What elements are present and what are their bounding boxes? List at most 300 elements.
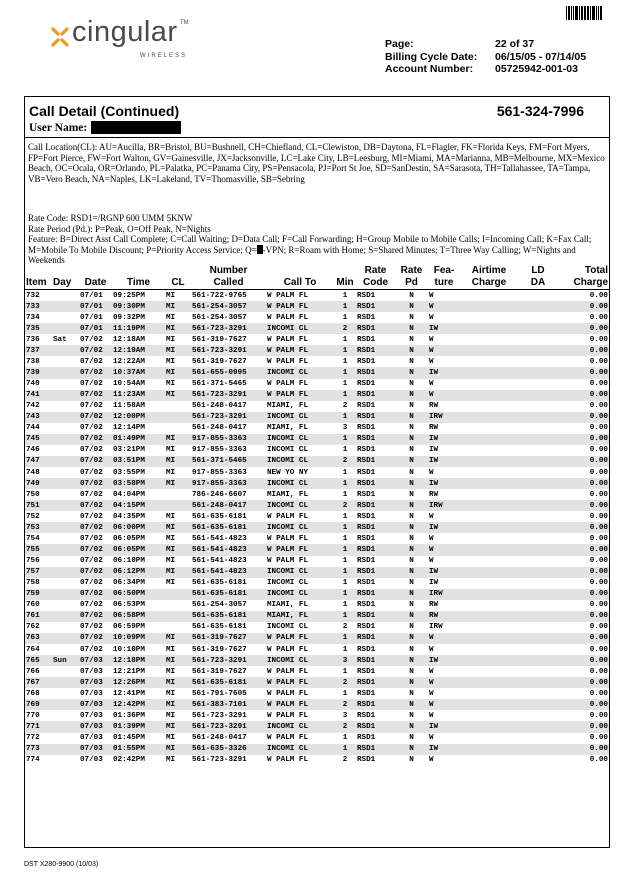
table-row [25, 589, 609, 600]
cell-airtime-charge [460, 611, 518, 622]
cell-total-charge: 0.00 [589, 667, 608, 676]
rate-period-legend: Rate Period (Pd.): P=Peak, O=Off Peak, N=Nights [28, 223, 211, 234]
cell-call-to: INCOMI CL [266, 589, 334, 600]
cell-cl: MI [166, 335, 176, 344]
cell-date: 07/02 [79, 478, 112, 489]
cell-number-called: 917-855-3363 [191, 478, 266, 489]
cell-rate-pd: N [409, 579, 414, 588]
cell-rate-code: RSD1 [357, 645, 376, 654]
cell-number-called: 561-248-0417 [192, 402, 247, 411]
cell-day [52, 489, 79, 500]
cell-feature: W [428, 677, 460, 688]
cell-item: 732 [26, 291, 40, 300]
cell-total-charge: 0.00 [589, 645, 608, 654]
cell-rate-pd: N [395, 434, 428, 445]
cell-cl: MI [165, 567, 191, 578]
cell-total-charge: 0.00 [558, 522, 609, 533]
cell-ld-da [518, 434, 558, 445]
cell-total-charge: 0.00 [589, 579, 608, 588]
cell-feature: W [429, 645, 434, 654]
cell-rate-code: RSD1 [357, 313, 376, 322]
cell-ld-da [518, 578, 558, 589]
cell-ld-da [518, 511, 558, 522]
cell-rate-pd: N [409, 380, 414, 389]
cell-item: 769 [25, 699, 52, 710]
cell-date: 07/02 [79, 611, 112, 622]
table-row [25, 434, 609, 445]
cell-number-called: 561-722-9765 [192, 291, 247, 300]
cell-call-to: W PALM FL [266, 301, 334, 312]
cell-call-to: MIAMI, FL [267, 402, 309, 411]
cell-ld-da [518, 445, 558, 456]
cell-call-to: INCOMI CL [266, 500, 334, 511]
cell-call-to: MIAMI, FL [267, 424, 309, 433]
cell-cl: MI [165, 434, 191, 445]
cell-cl [165, 589, 191, 600]
cell-time: 03:55PM [113, 468, 145, 477]
cell-date: 07/03 [80, 689, 103, 698]
cell-ld-da [518, 456, 558, 467]
cell-time: 03:21PM [113, 446, 145, 455]
cell-rate-code: RSD1 [356, 567, 395, 578]
cell-min: 1 [334, 478, 356, 489]
cell-ld-da [518, 301, 558, 312]
cell-call-to: INCOMI CL [267, 579, 309, 588]
col-ld-da [518, 264, 558, 290]
cell-ld-da [518, 589, 558, 600]
cell-cl: MI [165, 677, 191, 688]
cell-rate-pd: N [395, 301, 428, 312]
table-row [25, 699, 609, 710]
table-row [25, 721, 609, 732]
cell-rate-code: RSD1 [357, 490, 376, 499]
cell-airtime-charge [460, 301, 518, 312]
cell-rate-code: RSD1 [357, 402, 376, 411]
cell-min: 1 [334, 633, 356, 644]
cell-rate-pd: N [409, 357, 414, 366]
cell-total-charge: 0.00 [589, 490, 608, 499]
feature-legend [28, 234, 606, 266]
cell-cl: MI [166, 645, 176, 654]
cell-item: 746 [26, 446, 40, 455]
cell-ld-da [518, 544, 558, 555]
cell-rate-pd: N [409, 468, 414, 477]
col-min: Min [334, 264, 356, 290]
cell-feature: W [429, 512, 434, 521]
cell-cl: MI [165, 721, 191, 732]
cell-ld-da [518, 323, 558, 334]
cell-airtime-charge [460, 567, 518, 578]
col-airtime-2: Charge [471, 276, 507, 288]
cell-airtime-charge [460, 533, 518, 544]
cell-item: 742 [26, 402, 40, 411]
cell-ld-da [518, 699, 558, 710]
cell-feature: IW [428, 744, 460, 755]
cell-day [52, 567, 79, 578]
cell-date: 07/03 [79, 699, 112, 710]
table-row [25, 533, 609, 544]
cell-feature: IW [428, 721, 460, 732]
cell-min: 1 [342, 534, 348, 543]
call-location-legend: Call Location(CL): AU=Aucilla, BR=Bristol, BU=Bushnell, CH=Chiefland, CL=Clewiston, DB=Daytona, FL=Flagler, FK=Florida Keys, FM=Fort Myers, FP=Fort Pierce, FW=Fort Walton, GV=Gainesville, JX=Jacksonville, LC=Lake City, LB=Leesburg, MI=Miami, MA=Marianna, MB=Melbourne, MX=Mexico Beach, OC=Ocala, OR=Orlando, PL=Palatka, PC=Panama City, PS=Pensacola, PJ=Port St Joe, SD=SanDestin, SA=Sarasota, TH=Tallahassee, TA=Tampa, VB=Vero Beach, NA=Naples, LK=Lakeland, TV=Thomasville, SB=Sebring [28, 142, 605, 184]
rate-code-legend: Rate Code: RSD1=/RGNP 600 UMM 5KNW [28, 213, 193, 223]
cell-item: 761 [25, 611, 52, 622]
cell-number-called: 561-319-7627 [191, 633, 266, 644]
cell-day [52, 401, 79, 412]
col-total-2: Charge [573, 276, 608, 288]
cell-cl [165, 423, 191, 434]
cell-cl: MI [165, 345, 191, 356]
cell-rate-pd: N [409, 446, 414, 455]
cell-total-charge: 0.00 [558, 434, 609, 445]
cell-rate-code: RSD1 [357, 380, 376, 389]
cell-call-to: W PALM FL [267, 756, 309, 765]
cell-item: 753 [25, 522, 52, 533]
cell-rate-code: RSD1 [357, 534, 376, 543]
cell-total-charge: 0.00 [558, 721, 609, 732]
cell-airtime-charge [460, 401, 518, 412]
cell-number-called: 561-254-3057 [192, 601, 247, 610]
cell-rate-code: RSD1 [357, 468, 376, 477]
cell-date: 07/01 [79, 301, 112, 312]
cell-rate-pd: N [409, 335, 414, 344]
cell-day [52, 622, 79, 633]
cell-date: 07/03 [80, 711, 103, 720]
cell-airtime-charge [460, 334, 518, 345]
cell-rate-code: RSD1 [357, 623, 376, 632]
cell-date: 07/03 [79, 721, 112, 732]
cell-rate-code: RSD1 [356, 301, 395, 312]
cell-time: 09:25PM [113, 291, 145, 300]
cell-rate-code: RSD1 [357, 667, 376, 676]
call-detail-table [25, 264, 609, 766]
cell-item: 737 [25, 345, 52, 356]
table-row [25, 600, 609, 611]
cell-rate-code: RSD1 [356, 434, 395, 445]
cell-day [52, 533, 79, 544]
cell-ld-da [518, 367, 558, 378]
cell-total-charge: 0.00 [558, 456, 609, 467]
cell-time: 06:59PM [113, 623, 145, 632]
cell-cl [165, 600, 191, 611]
cell-call-to: W PALM FL [267, 557, 309, 566]
cell-time: 06:10PM [113, 557, 145, 566]
cell-airtime-charge [460, 478, 518, 489]
cell-call-to: INCOMI CL [266, 412, 334, 423]
cell-cl: MI [166, 534, 176, 543]
cell-day [52, 290, 79, 302]
cell-time: 12:41PM [113, 689, 145, 698]
cell-total-charge: 0.00 [589, 402, 608, 411]
table-row [25, 733, 609, 744]
cell-cl: MI [165, 478, 191, 489]
cell-feature: W [428, 544, 460, 555]
cell-day [52, 478, 79, 489]
cell-ld-da [518, 644, 558, 655]
cell-time: 01:49PM [112, 434, 165, 445]
page-number: 22 of 37 [495, 38, 535, 50]
cell-airtime-charge [460, 456, 518, 467]
account-number: 05725942-001-03 [495, 63, 578, 75]
cell-number-called: 561-319-7627 [192, 645, 247, 654]
cell-min: 2 [334, 500, 356, 511]
cell-airtime-charge [460, 511, 518, 522]
cell-feature: RW [429, 402, 439, 411]
cell-number-called: 561-635-6181 [191, 522, 266, 533]
cell-day [52, 677, 79, 688]
cell-min: 3 [334, 655, 356, 666]
cell-rate-code: RSD1 [356, 655, 395, 666]
cell-feature: W [428, 301, 460, 312]
cell-airtime-charge [460, 500, 518, 511]
cell-total-charge: 0.00 [558, 655, 609, 666]
cell-time: 06:53PM [113, 601, 145, 610]
cell-min: 1 [342, 579, 348, 588]
cell-rate-pd: N [395, 478, 428, 489]
cell-ld-da [518, 290, 558, 302]
table-row [25, 500, 609, 511]
cell-total-charge: 0.00 [558, 744, 609, 755]
cell-min: 1 [334, 434, 356, 445]
cell-item: 751 [25, 500, 52, 511]
cell-total-charge: 0.00 [589, 734, 608, 743]
cell-item: 748 [26, 468, 40, 477]
cell-time: 04:15PM [112, 500, 165, 511]
cell-number-called: 561-319-7627 [192, 667, 247, 676]
cell-time: 12:26PM [112, 677, 165, 688]
cell-day [52, 755, 79, 766]
cell-ld-da [518, 423, 558, 434]
cell-number-called: 561-635-6181 [191, 589, 266, 600]
cell-min: 1 [334, 345, 356, 356]
col-feature-2: ture [434, 276, 454, 288]
cell-call-to: INCOMI CL [267, 446, 309, 455]
cell-min: 3 [342, 424, 348, 433]
cell-number-called: 561-541-4823 [192, 557, 247, 566]
table-row [25, 334, 609, 345]
cell-day [52, 500, 79, 511]
cell-cl [165, 401, 191, 412]
cell-feature: W [429, 357, 434, 366]
cell-call-to: W PALM FL [266, 699, 334, 710]
cell-day [52, 721, 79, 732]
cell-number-called: 561-319-7627 [192, 357, 247, 366]
cell-day [52, 666, 79, 677]
table-row [25, 401, 609, 412]
cell-min: 1 [334, 544, 356, 555]
cell-day [52, 323, 79, 334]
cingular-jack-icon [50, 26, 70, 48]
cell-rate-code: RSD1 [357, 711, 376, 720]
table-row [25, 456, 609, 467]
cell-day [52, 345, 79, 356]
cell-cl: MI [166, 357, 176, 366]
cell-item: 768 [26, 689, 40, 698]
cell-day [52, 356, 79, 367]
cell-time: 02:42PM [113, 756, 145, 765]
cell-item: 736 [26, 335, 40, 344]
cell-item: 771 [25, 721, 52, 732]
cell-rate-pd: N [395, 677, 428, 688]
cell-cl: MI [165, 390, 191, 401]
cell-ld-da [518, 688, 558, 699]
col-item: Item [25, 264, 52, 290]
cell-feature: IW [428, 456, 460, 467]
cell-item: 752 [26, 512, 40, 521]
cell-day [52, 434, 79, 445]
cell-rate-code: RSD1 [356, 522, 395, 533]
cell-airtime-charge [460, 677, 518, 688]
cell-number-called: 561-655-0995 [191, 367, 266, 378]
cell-call-to: INCOMI CL [266, 744, 334, 755]
cell-rate-pd: N [395, 522, 428, 533]
table-row [25, 578, 609, 589]
col-number-called-2: Called [213, 276, 244, 288]
cell-feature: IW [428, 434, 460, 445]
cell-cl: MI [166, 291, 176, 300]
cell-rate-pd: N [409, 645, 414, 654]
cell-call-to: W PALM FL [267, 335, 309, 344]
col-feature [428, 264, 460, 290]
table-row [25, 412, 609, 423]
cell-rate-code: RSD1 [357, 579, 376, 588]
cell-airtime-charge [460, 412, 518, 423]
table-row [25, 423, 609, 434]
cell-min: 2 [342, 756, 348, 765]
cell-total-charge: 0.00 [558, 611, 609, 622]
cell-number-called: 561-635-6181 [192, 512, 247, 521]
cell-number-called: 561-635-6181 [191, 611, 266, 622]
cell-date: 07/02 [79, 633, 112, 644]
cell-total-charge: 0.00 [589, 313, 608, 322]
cell-date: 07/02 [80, 579, 103, 588]
cell-min: 1 [342, 291, 348, 300]
cell-total-charge: 0.00 [558, 677, 609, 688]
cell-date: 07/02 [80, 534, 103, 543]
form-number: DST X280-9900 (10/03) [24, 861, 99, 868]
cell-day [52, 367, 79, 378]
redacted-user-name [91, 121, 181, 134]
cell-ld-da [518, 478, 558, 489]
col-number-called [191, 264, 266, 290]
cell-date: 07/02 [79, 434, 112, 445]
cell-rate-pd: N [409, 689, 414, 698]
cell-item: 744 [26, 424, 40, 433]
cell-rate-code: RSD1 [356, 500, 395, 511]
cell-min: 1 [342, 734, 348, 743]
cell-cl [165, 500, 191, 511]
cell-ld-da [518, 622, 558, 633]
cell-time: 12:14PM [113, 424, 145, 433]
cell-time: 12:00PM [112, 412, 165, 423]
cell-ld-da [518, 345, 558, 356]
cell-rate-code: RSD1 [357, 512, 376, 521]
cell-rate-pd: N [395, 589, 428, 600]
cell-cl: MI [166, 380, 176, 389]
cell-call-to: INCOMI CL [266, 567, 334, 578]
cell-airtime-charge [460, 522, 518, 533]
cell-min: 2 [342, 402, 348, 411]
cell-number-called: 561-635-6181 [192, 579, 247, 588]
table-row [25, 677, 609, 688]
col-feature-1: Fea- [433, 265, 455, 276]
cell-cl: MI [166, 667, 176, 676]
cell-cl [165, 489, 191, 500]
cell-time: 06:34PM [113, 579, 145, 588]
cell-airtime-charge [460, 578, 518, 589]
table-row [25, 511, 609, 522]
cell-number-called: 917-855-3363 [192, 446, 247, 455]
cell-rate-code: RSD1 [356, 323, 395, 334]
cell-day [52, 423, 79, 434]
cell-min: 1 [334, 367, 356, 378]
cell-time: 11:19PM [112, 323, 165, 334]
cell-number-called: 561-371-5465 [192, 380, 247, 389]
cell-cl: MI [165, 367, 191, 378]
cell-rate-pd: N [395, 744, 428, 755]
cell-rate-pd: N [409, 291, 414, 300]
cell-item: 767 [25, 677, 52, 688]
cell-date: 07/02 [79, 567, 112, 578]
cell-rate-pd: N [395, 500, 428, 511]
cell-day: Sat [53, 335, 67, 344]
cell-total-charge: 0.00 [558, 478, 609, 489]
cell-cl: MI [166, 711, 176, 720]
cell-call-to: MIAMI, FL [267, 601, 309, 610]
cell-date: 07/02 [80, 380, 103, 389]
col-total-charge [558, 264, 609, 290]
cell-ld-da [518, 633, 558, 644]
code-legend [28, 213, 606, 266]
cell-total-charge: 0.00 [589, 446, 608, 455]
cell-item: 772 [26, 734, 40, 743]
cell-call-to: W PALM FL [267, 357, 309, 366]
cell-rate-pd: N [409, 623, 414, 632]
cell-feature: IRW [428, 412, 460, 423]
cell-min: 1 [334, 301, 356, 312]
cell-rate-code: RSD1 [356, 589, 395, 600]
cell-item: 756 [26, 557, 40, 566]
cell-cl: MI [166, 557, 176, 566]
cell-item: 750 [26, 490, 40, 499]
table-row [25, 556, 609, 567]
cell-time: 06:05PM [112, 544, 165, 555]
col-day: Day [52, 264, 79, 290]
cell-number-called: 917-855-3363 [192, 468, 247, 477]
cell-date: 07/02 [80, 512, 103, 521]
cell-min: 1 [342, 557, 348, 566]
cell-feature: W [429, 313, 434, 322]
cell-airtime-charge [460, 721, 518, 732]
table-row [25, 489, 609, 500]
cell-time: 06:50PM [112, 589, 165, 600]
cell-call-to: W PALM FL [267, 380, 309, 389]
cell-call-to: W PALM FL [267, 291, 309, 300]
cell-ld-da [518, 677, 558, 688]
cell-number-called: 561-635-3326 [191, 744, 266, 755]
cell-time: 09:32PM [113, 313, 145, 322]
cell-min: 1 [334, 522, 356, 533]
cell-time: 09:30PM [112, 301, 165, 312]
cell-call-to: INCOMI CL [266, 323, 334, 334]
cell-rate-code: RSD1 [356, 721, 395, 732]
cell-time: 10:54AM [113, 380, 145, 389]
cell-call-to: MIAMI, FL [266, 611, 334, 622]
table-row [25, 467, 609, 478]
cell-number-called: 561-248-0417 [192, 734, 247, 743]
cell-date: 07/02 [80, 601, 103, 610]
col-rate-code-1: Rate [364, 265, 387, 276]
